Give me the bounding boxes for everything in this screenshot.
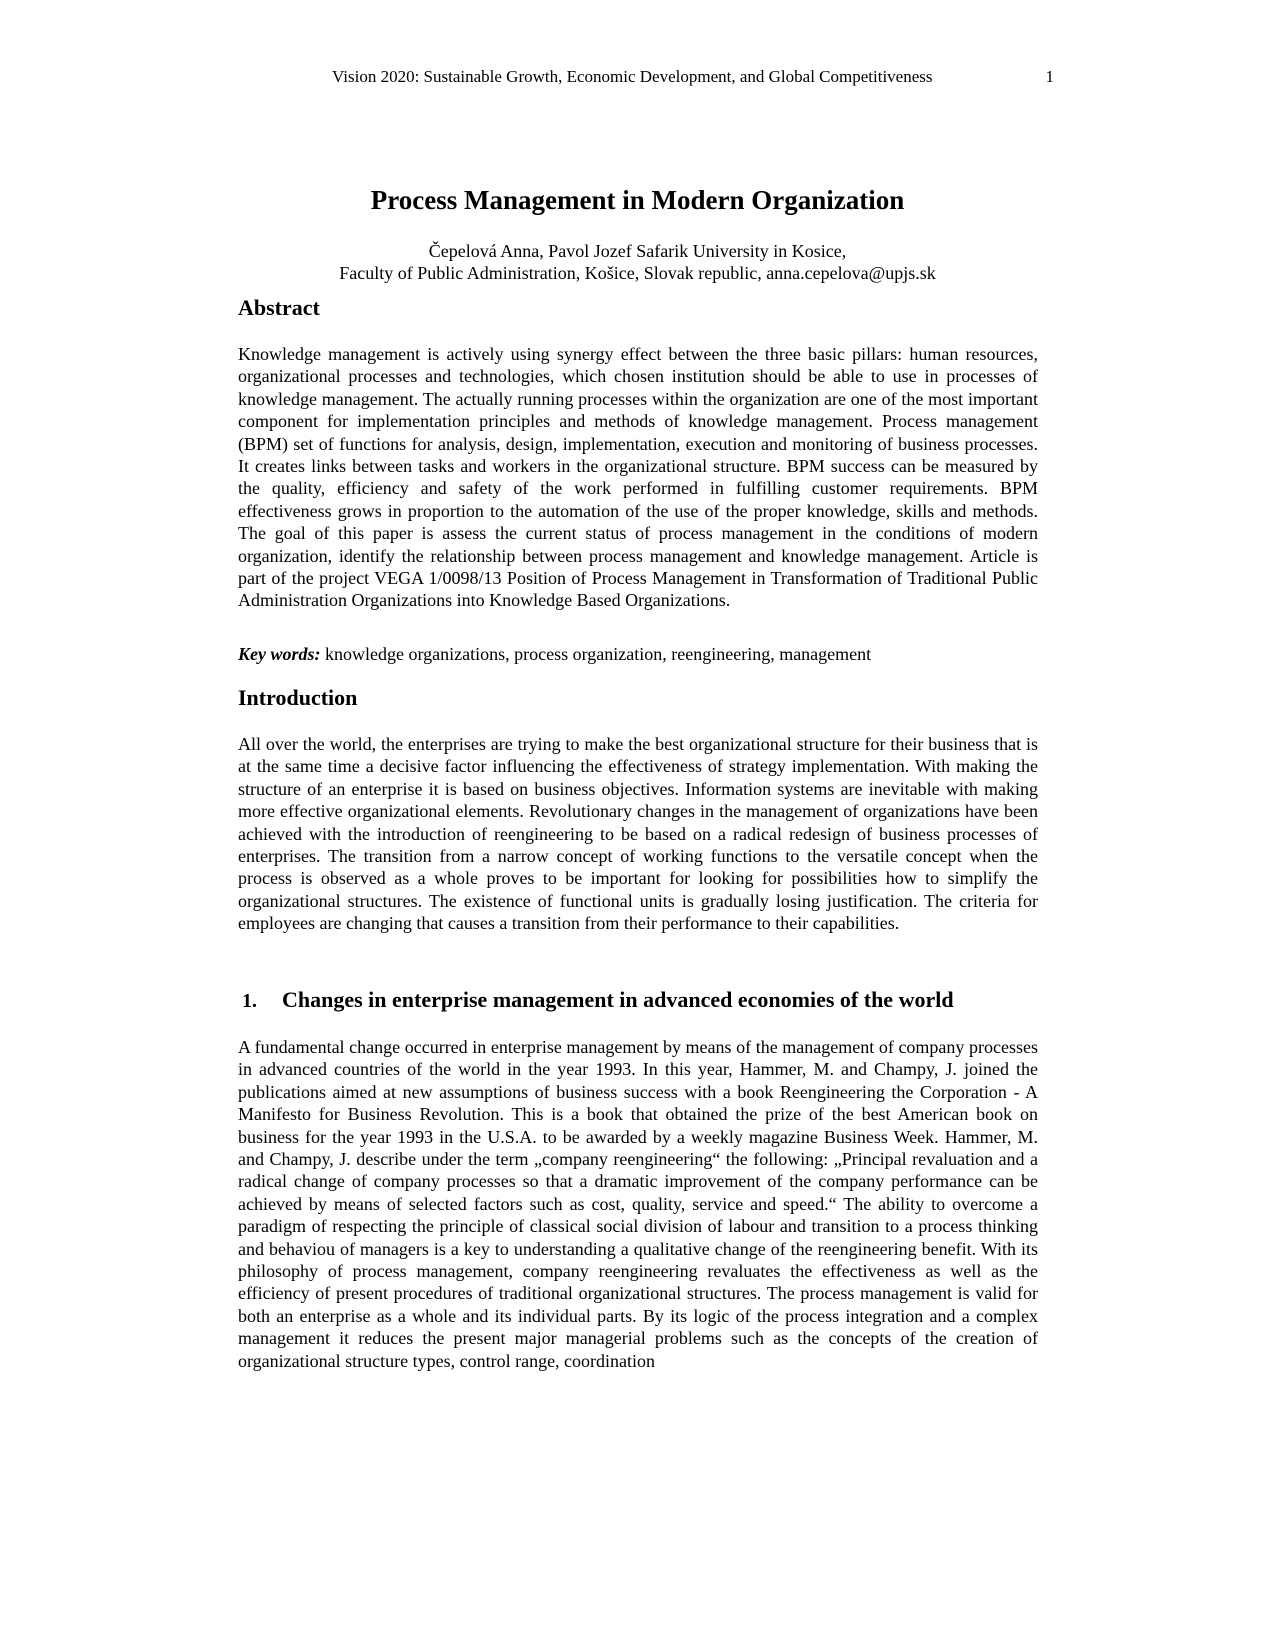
running-header-title: Vision 2020: Sustainable Growth, Economic Development, and Global Competitiveness [332,67,933,86]
abstract-body [238,343,1038,612]
page-number: 1 [1045,67,1054,86]
paper-title: Process Management in Modern Organization [370,185,905,215]
author-affiliation-line-2: Faculty of Public Administration, Košice, Slovak republic, anna.cepelova@upjs.sk [339,263,936,283]
section-1-text: A fundamental change occurred in enterprise management by means of the management of company processes in advanced countries of the world in the year 1993. In this year, Hammer, M. and Champy, J. joined the publications aimed at new assumptions of business success with a book Reengineering the Corporation - A Manifesto for Business Revolution. This is a book that obtained the prize of the best American book on business for the year 1993 in the U.S.A. to be awarded by a weekly magazine Business Week. Hammer, M. and Champy, J. describe under the term „company reengineering“ the following: „Principal revaluation and a radical change of company processes so that a dramatic improvement of the company performance can be achieved by means of selected factors such as cost, quality, service and speed.“ The ability to overcome a paradigm of respecting the principle of classical social division of labour and transition to a process thinking and behaviou of managers is a key to understanding a qualitative change of the reengineering benefit. With its philosophy of process management, company reengineering revaluates the effectiveness as well as the efficiency of present procedures of traditional organizational structures. The process management is valid for both an enterprise as a whole and its individual parts. By its logic of the process integration and a complex management it reduces the present major managerial problems such as the concepts of the creation of organizational structure types, control range, coordination [238,1037,1038,1371]
introduction-heading: Introduction [238,685,358,710]
section-number: 1. [242,990,257,1012]
section-1-heading [238,986,1038,1015]
introduction-text: All over the world, the enterprises are trying to make the best organizational structure for their business that is at the same time a decisive factor influencing the effectiveness of strategy implementation. With making the structure of an enterprise it is based on business objectives. Information systems are inevitable with making more effective organizational elements. Revolutionary changes in the management of organizations have been achieved with the introduction of reengineering to be based on a radical redesign of business processes of enterprises. The transition from a narrow concept of working functions to the versatile concept when the process is observed as a whole proves to be important for looking for possibilities how to simplify the organizational structures. The existence of functional units is gradually losing justification. The criteria for employees are changing that causes a transition from their performance to their capabilities. [238,734,1038,934]
keywords-text: knowledge organizations, process organization, reengineering, management [320,644,872,664]
section-title: Changes in enterprise management in advanced economies of the world [282,987,954,1012]
keywords-line [238,643,1038,665]
section-1-body [238,1036,1038,1372]
author-block [0,240,1275,284]
abstract-heading: Abstract [238,295,320,320]
abstract-text: Knowledge management is actively using synergy effect between the three basic pillars: human resources, organizational processes and technologies, which chosen institution should be able to use in processes of knowledge management. The actually running processes within the organization are one of the most important component for implementation principles and methods of knowledge management. Process management (BPM) set of functions for analysis, design, implementation, execution and monitoring of business processes. It creates links between tasks and workers in the organizational structure. BPM success can be measured by the quality, efficiency and safety of the work performed in fulfilling customer requirements. BPM effectiveness grows in proportion to the automation of the use of the proper knowledge, skills and methods. The goal of this paper is assess the current status of process management in the conditions of modern organization, identify the relationship between process management and knowledge management. Article is part of the project VEGA 1/0098/13 Position of Process Management in Transformation of Traditional Public Administration Organizations into Knowledge Based Organizations. [238,344,1038,611]
author-affiliation-line-1: Čepelová Anna, Pavol Jozef Safarik University in Kosice, [428,241,847,261]
abstract-section [238,294,1038,322]
introduction-section [238,684,1038,712]
introduction-body [238,733,1038,935]
keywords-label: Key words: [238,644,321,664]
